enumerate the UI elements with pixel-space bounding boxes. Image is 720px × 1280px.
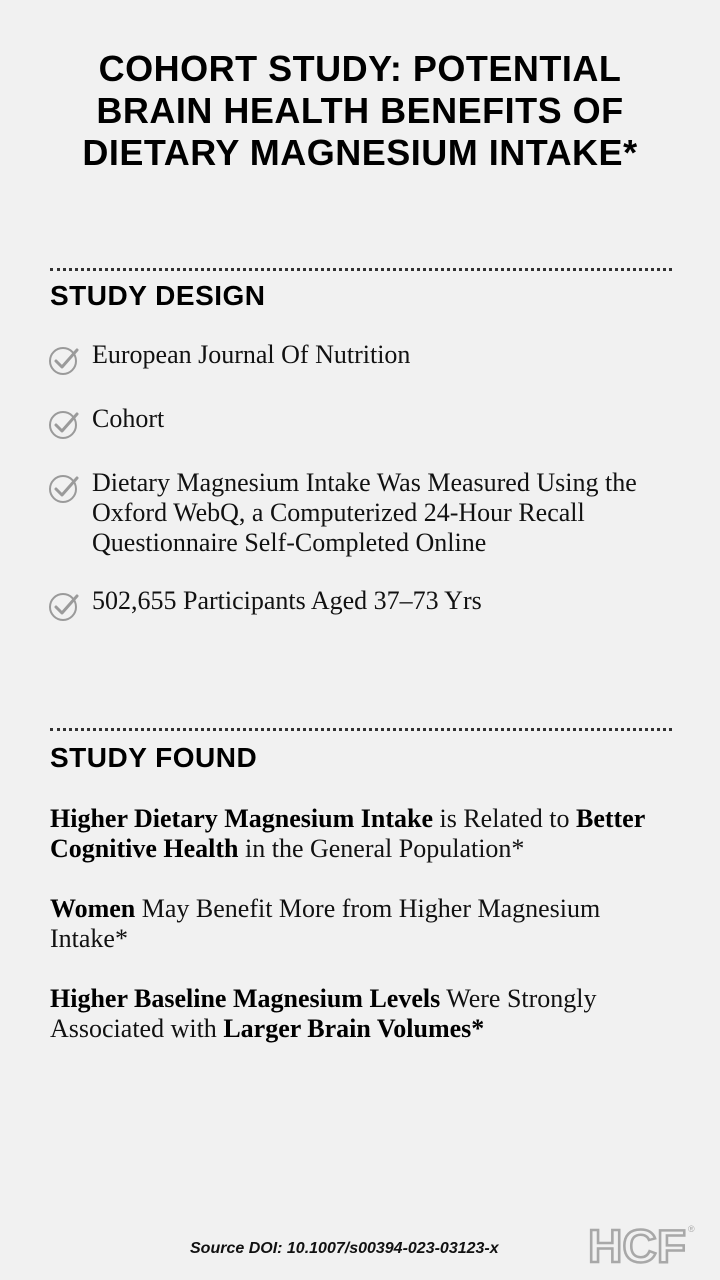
finding-emphasis: Higher Baseline Magnesium Levels bbox=[50, 984, 441, 1013]
design-item bbox=[48, 340, 678, 376]
finding-emphasis: Larger Brain Volumes* bbox=[223, 1014, 485, 1043]
check-circle-icon bbox=[48, 590, 80, 622]
divider bbox=[50, 268, 672, 271]
design-item bbox=[48, 404, 678, 440]
finding bbox=[50, 984, 670, 1044]
hcf-logo bbox=[588, 1220, 700, 1266]
logo-text: HCF bbox=[588, 1220, 686, 1266]
finding bbox=[50, 894, 670, 954]
check-circle-icon bbox=[48, 472, 80, 504]
study-design-list bbox=[48, 340, 678, 650]
finding bbox=[50, 804, 670, 864]
study-design-heading: STUDY DESIGN bbox=[50, 280, 266, 311]
study-found-heading: STUDY FOUND bbox=[50, 742, 258, 773]
finding-emphasis: Women bbox=[50, 894, 136, 923]
findings-list bbox=[50, 804, 670, 1074]
design-item-text: Dietary Magnesium Intake Was Measured Using the Oxford WebQ, a Computerized 24-Hour Recall Questionnaire Self-Completed Online bbox=[92, 468, 637, 557]
check-circle-icon bbox=[48, 344, 80, 376]
finding-text: is Related to bbox=[433, 804, 576, 833]
design-item-text: 502,655 Participants Aged 37–73 Yrs bbox=[92, 586, 482, 615]
registered-mark: ® bbox=[688, 1224, 695, 1234]
divider bbox=[50, 728, 672, 731]
source-doi: Source DOI: 10.1007/s00394-023-03123-x bbox=[190, 1240, 499, 1257]
finding-text: in the General Population* bbox=[238, 834, 525, 863]
design-item-text: European Journal Of Nutrition bbox=[92, 340, 411, 369]
finding-emphasis: Better Cognitive Health bbox=[50, 804, 645, 863]
finding-emphasis: Higher Dietary Magnesium Intake bbox=[50, 804, 433, 833]
design-item-text: Cohort bbox=[92, 404, 165, 433]
check-circle-icon bbox=[48, 408, 80, 440]
page-title: COHORT STUDY: POTENTIAL BRAIN HEALTH BENEFITS OF DIETARY MAGNESIUM INTAKE* bbox=[82, 48, 638, 173]
design-item bbox=[48, 586, 678, 622]
finding-text: Were Strongly Associated with bbox=[50, 984, 597, 1043]
finding-text: May Benefit More from Higher Magnesium Intake* bbox=[50, 894, 601, 953]
design-item bbox=[48, 468, 678, 558]
